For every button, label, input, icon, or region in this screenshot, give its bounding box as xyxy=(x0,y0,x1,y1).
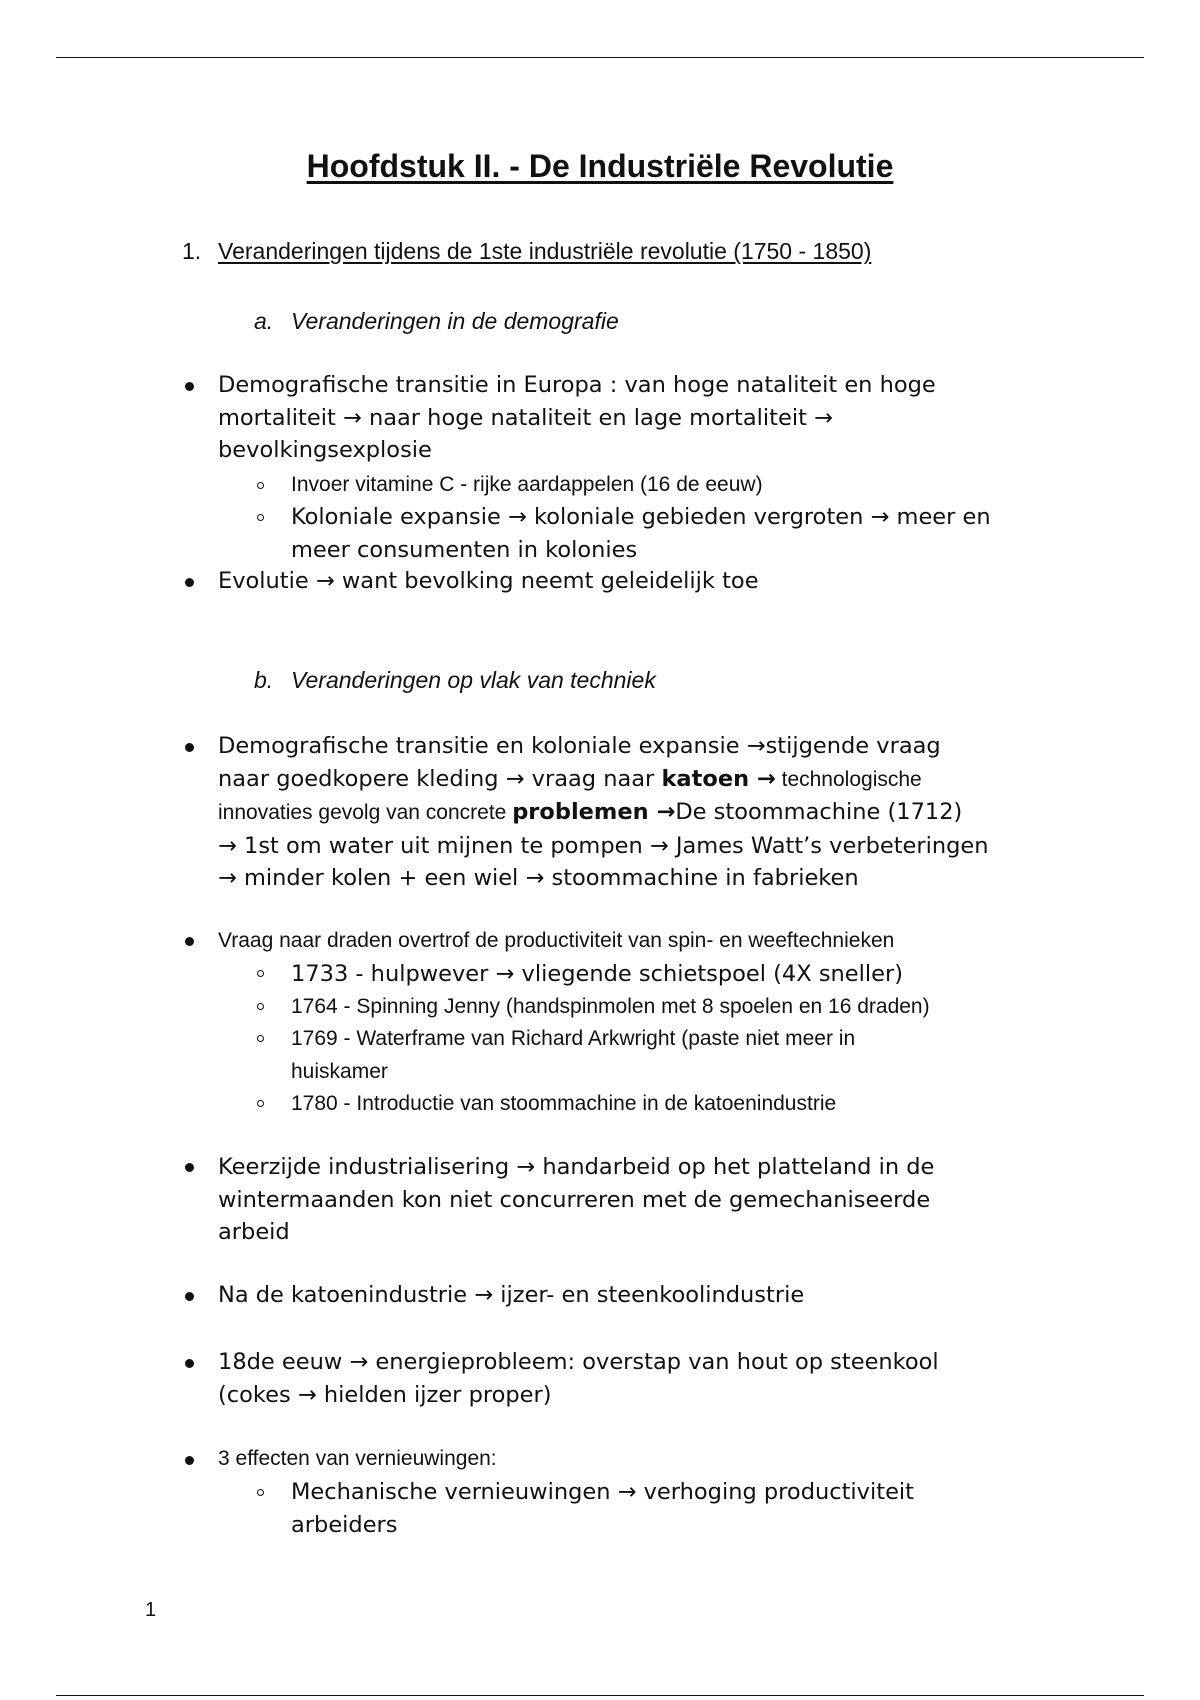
list-item-line: bevolkingsexplosie xyxy=(218,437,432,463)
list-item-line: Demografische transitie en koloniale expansie →stijgende vraag xyxy=(218,733,941,759)
list-item-line: Mechanische vernieuwingen → verhoging productiviteit xyxy=(291,1479,914,1505)
subsection-b-letter: b. xyxy=(254,667,274,693)
sub-bullet-icon xyxy=(257,1100,264,1107)
sub-bullet-icon xyxy=(257,514,264,521)
list-item xyxy=(218,369,936,467)
bold-text: katoen → xyxy=(661,765,776,792)
list-item: Evolutie → want bevolking neemt geleidelijk toe xyxy=(218,568,759,594)
section-number: 1. xyxy=(182,238,202,264)
list-item-line: arbeid xyxy=(218,1219,290,1245)
sub-list-item: 1780 - Introductie van stoommachine in de katoenindustrie xyxy=(291,1092,837,1115)
list-item: 3 effecten van vernieuwingen: xyxy=(218,1447,497,1470)
list-item-line: (cokes → hielden ijzer proper) xyxy=(218,1381,552,1408)
list-item-line: arbeiders xyxy=(291,1511,398,1538)
bullet-icon xyxy=(185,1359,194,1368)
list-item xyxy=(218,1151,934,1249)
list-item xyxy=(218,730,989,895)
sub-bullet-icon xyxy=(257,970,264,977)
bullet-icon xyxy=(185,1163,194,1172)
bullet-icon xyxy=(185,743,194,752)
list-item-line: 18de eeuw → energieprobleem: overstap van hout op steenkool xyxy=(218,1349,939,1375)
sub-bullet-icon xyxy=(257,1003,264,1010)
list-item-line: Keerzijde industrialisering → handarbeid op het platteland in de xyxy=(218,1154,935,1180)
bullet-icon xyxy=(185,1456,194,1465)
subsection-a-letter: a. xyxy=(254,308,274,334)
list-item: Na de katoenindustrie → ijzer- en steenkoolindustrie xyxy=(218,1282,805,1308)
list-item-line: Demografische transitie in Europa : van hoge nataliteit en hoge xyxy=(218,372,936,398)
list-item-line: huiskamer xyxy=(291,1059,388,1083)
subsection-b-heading: Veranderingen op vlak van techniek xyxy=(291,667,656,693)
text-run: technologische xyxy=(775,767,922,791)
text-run: innovaties gevolg van concrete xyxy=(218,801,513,824)
section-heading: Veranderingen tijdens de 1ste industriële revolutie (1750 - 1850) xyxy=(218,238,872,264)
sub-list-item xyxy=(291,501,991,566)
list-item xyxy=(218,1346,939,1411)
list-item-line: → 1st om water uit mijnen te pompen → James Watt’s verbeteringen xyxy=(218,832,989,859)
sub-bullet-icon xyxy=(257,1035,264,1042)
page-title: Hoofdstuk II. - De Industriële Revolutie xyxy=(306,148,894,184)
bullet-icon xyxy=(185,382,194,391)
text-run: De stoommachine (1712) xyxy=(675,799,963,825)
sub-list-item: 1733 - hulpwever → vliegende schietspoel (4X sneller) xyxy=(291,961,904,987)
subsection-a-heading: Veranderingen in de demografie xyxy=(291,308,619,334)
page-number: 1 xyxy=(145,1599,157,1621)
list-item-line xyxy=(218,796,989,830)
list-item-line: meer consumenten in kolonies xyxy=(291,536,638,563)
sub-bullet-icon xyxy=(257,482,264,489)
sub-bullet-icon xyxy=(257,1489,264,1496)
list-item-line: mortaliteit → naar hoge nataliteit en lage mortaliteit → xyxy=(218,404,833,431)
list-item-line: Koloniale expansie → koloniale gebieden vergroten → meer en xyxy=(291,504,991,530)
sub-list-item xyxy=(291,1023,855,1088)
footer-rule xyxy=(56,1695,1144,1696)
text-run: naar goedkopere kleding → vraag naar xyxy=(218,765,662,792)
list-item-line: → minder kolen + een wiel → stoommachine in fabrieken xyxy=(218,865,859,891)
bold-text: problemen → xyxy=(512,799,676,825)
sub-list-item: 1764 - Spinning Jenny (handspinmolen met 8 spoelen en 16 draden) xyxy=(291,995,930,1018)
list-item: Vraag naar draden overtrof de productiviteit van spin- en weeftechnieken xyxy=(218,929,895,952)
list-item-line: 1769 - Waterframe van Richard Arkwright (paste niet meer in xyxy=(291,1027,856,1050)
bullet-icon xyxy=(185,578,194,587)
bullet-icon xyxy=(185,937,194,946)
bullet-icon xyxy=(185,1292,194,1301)
list-item-line: wintermaanden kon niet concurreren met de gemechaniseerde xyxy=(218,1186,931,1213)
header-rule xyxy=(56,57,1144,58)
list-item-line xyxy=(218,763,989,797)
sub-list-item xyxy=(291,1476,914,1541)
sub-list-item: Invoer vitamine C - rijke aardappelen (16 de eeuw) xyxy=(291,473,763,496)
